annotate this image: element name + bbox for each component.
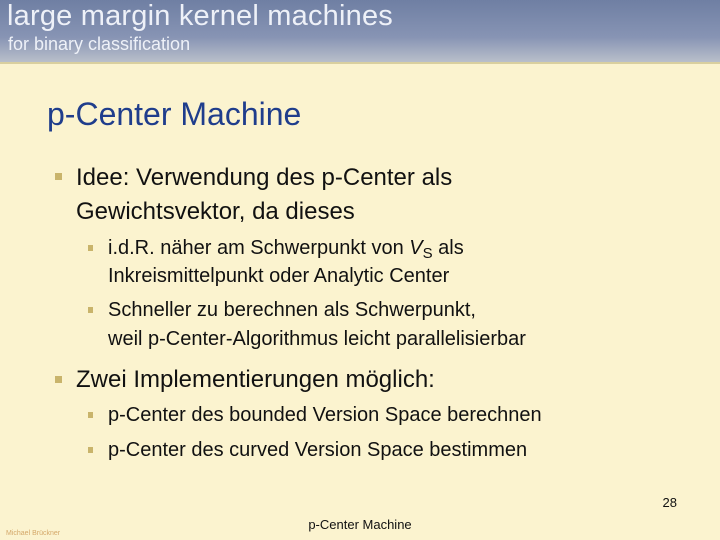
bullet-marker: [55, 173, 62, 180]
bullet-1-line-1: Idee: Verwendung des p-Center als: [76, 164, 453, 191]
footer-title: p-Center Machine: [308, 517, 412, 532]
slide-title: p-Center Machine: [47, 96, 302, 132]
sub-bullet-marker: [88, 447, 93, 453]
page-number: 28: [662, 495, 677, 510]
bullet-marker: [55, 376, 62, 383]
bullet-2-line-1: Zwei Implementierungen möglich:: [76, 366, 435, 393]
math-variable: V: [409, 237, 423, 259]
bullet-2-sub-1-line-1: p-Center des bounded Version Space berechnen: [108, 404, 542, 426]
bullet-2-sub-2-line-1: p-Center des curved Version Space bestimmen: [108, 439, 528, 461]
math-subscript: S: [422, 245, 433, 262]
header-title: large margin kernel machines: [7, 0, 393, 32]
bullet-1-sub-2-line-2: weil p-Center-Algorithmus leicht parallelisierbar: [108, 328, 526, 350]
header-banner: [0, 0, 720, 64]
bullet-1-sub-1-line-2: Inkreismittelpunkt oder Analytic Center: [108, 265, 450, 287]
sub-bullet-marker: [88, 245, 93, 251]
sub-bullet-marker: [88, 412, 93, 418]
sub-text: i.d.R. näher am Schwerpunkt von: [108, 237, 410, 259]
sub-bullet-marker: [88, 307, 93, 313]
footer-author: Michael Brückner: [6, 530, 61, 537]
sub-text: als: [432, 237, 464, 259]
header-subtitle: for binary classification: [8, 34, 191, 54]
bullet-1-sub-2-line-1: Schneller zu berechnen als Schwerpunkt,: [108, 299, 476, 321]
bullet-1-line-2: Gewichtsvektor, da dieses: [76, 198, 355, 225]
